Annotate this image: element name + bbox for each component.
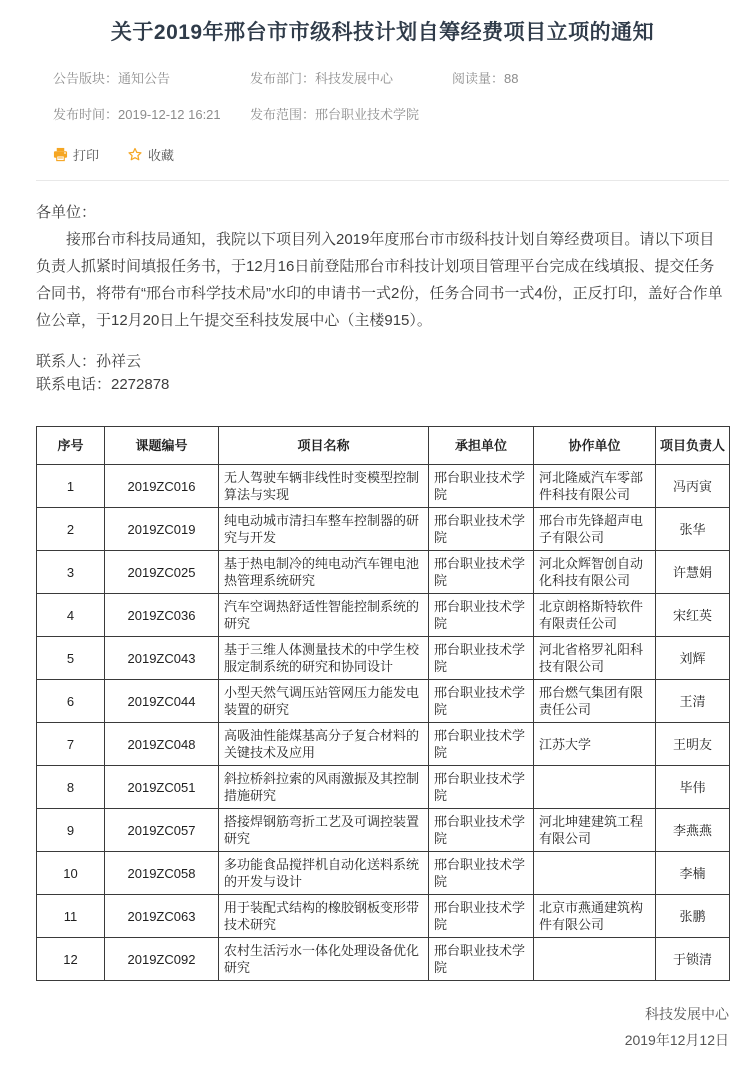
table-cell: 5 <box>37 637 105 680</box>
table-cell: 北京朗格斯特软件有限责任公司 <box>534 594 656 637</box>
table-cell: 农村生活污水一体化处理设备优化研究 <box>219 938 429 981</box>
meta-publish-department: 发布部门：科技发展中心 <box>250 71 394 86</box>
table-cell: 李燕燕 <box>656 809 730 852</box>
table-cell: 2019ZC092 <box>105 938 219 981</box>
table-cell: 邢台职业技术学院 <box>429 766 534 809</box>
star-icon <box>127 147 143 162</box>
column-header: 项目负责人 <box>656 427 730 465</box>
table-cell: 2019ZC044 <box>105 680 219 723</box>
table-cell: 李楠 <box>656 852 730 895</box>
table-row <box>37 508 730 551</box>
projects-table <box>36 426 730 981</box>
table-cell: 纯电动城市清扫车整车控制器的研究与开发 <box>219 508 429 551</box>
table-cell: 2019ZC043 <box>105 637 219 680</box>
table-cell: 2019ZC051 <box>105 766 219 809</box>
notice-body <box>36 199 729 334</box>
table-cell: 2019ZC058 <box>105 852 219 895</box>
table-cell: 于锁清 <box>656 938 730 981</box>
contact-info <box>36 350 729 396</box>
print-button[interactable] <box>53 145 99 164</box>
table-cell <box>534 852 656 895</box>
table-cell: 刘辉 <box>656 637 730 680</box>
table-cell: 北京市燕通建筑构件有限公司 <box>534 895 656 938</box>
column-header: 承担单位 <box>429 427 534 465</box>
table-cell: 无人驾驶车辆非线性时变模型控制算法与实现 <box>219 465 429 508</box>
table-cell: 4 <box>37 594 105 637</box>
table-cell: 邢台职业技术学院 <box>429 723 534 766</box>
action-bar <box>53 145 729 164</box>
table-row <box>37 852 730 895</box>
table-cell: 小型天然气调压站管网压力能发电装置的研究 <box>219 680 429 723</box>
table-row <box>37 723 730 766</box>
print-label: 打印 <box>73 148 100 163</box>
table-cell: 河北众辉智创自动化科技有限公司 <box>534 551 656 594</box>
column-header: 序号 <box>37 427 105 465</box>
table-cell: 许慧娟 <box>656 551 730 594</box>
table-row <box>37 465 730 508</box>
table-cell: 2019ZC048 <box>105 723 219 766</box>
table-cell: 2019ZC016 <box>105 465 219 508</box>
table-cell: 10 <box>37 852 105 895</box>
column-header: 课题编号 <box>105 427 219 465</box>
column-header: 项目名称 <box>219 427 429 465</box>
table-row <box>37 637 730 680</box>
table-row <box>37 895 730 938</box>
table-cell: 2019ZC057 <box>105 809 219 852</box>
table-cell: 张鹏 <box>656 895 730 938</box>
meta-read-count: 阅读量：88 <box>452 71 519 86</box>
table-row <box>37 766 730 809</box>
table-cell: 邢台职业技术学院 <box>429 809 534 852</box>
table-cell: 3 <box>37 551 105 594</box>
table-cell: 2 <box>37 508 105 551</box>
table-row <box>37 938 730 981</box>
table-row <box>37 594 730 637</box>
notice-footer <box>36 1001 729 1053</box>
column-header: 协作单位 <box>534 427 656 465</box>
table-row <box>37 551 730 594</box>
table-cell: 基于三维人体测量技术的中学生校服定制系统的研究和协同设计 <box>219 637 429 680</box>
table-body <box>37 465 730 981</box>
table-cell: 冯丙寅 <box>656 465 730 508</box>
table-cell: 6 <box>37 680 105 723</box>
footer-department: 科技发展中心 <box>645 1006 729 1022</box>
divider <box>36 180 729 181</box>
table-cell: 1 <box>37 465 105 508</box>
meta-publish-scope: 发布范围：邢台职业技术学院 <box>250 107 420 122</box>
table-cell: 7 <box>37 723 105 766</box>
table-cell: 王清 <box>656 680 730 723</box>
table-cell <box>534 766 656 809</box>
table-cell: 邢台市先锋超声电子有限公司 <box>534 508 656 551</box>
table-cell: 邢台职业技术学院 <box>429 895 534 938</box>
table-cell: 邢台燃气集团有限责任公司 <box>534 680 656 723</box>
printer-icon <box>53 147 68 162</box>
table-cell: 宋红英 <box>656 594 730 637</box>
table-cell: 搭接焊钢筋弯折工艺及可调控装置研究 <box>219 809 429 852</box>
footer-date: 2019年12月12日 <box>624 1032 729 1048</box>
table-cell: 基于热电制冷的纯电动汽车锂电池热管理系统研究 <box>219 551 429 594</box>
favorite-button[interactable] <box>127 145 174 164</box>
table-cell: 邢台职业技术学院 <box>429 594 534 637</box>
table-cell: 邢台职业技术学院 <box>429 551 534 594</box>
table-cell: 邢台职业技术学院 <box>429 508 534 551</box>
table-cell: 河北坤建建筑工程有限公司 <box>534 809 656 852</box>
table-cell: 邢台职业技术学院 <box>429 465 534 508</box>
table-cell: 邢台职业技术学院 <box>429 637 534 680</box>
table-cell: 邢台职业技术学院 <box>429 938 534 981</box>
table-cell <box>534 938 656 981</box>
table-cell: 汽车空调热舒适性智能控制系统的研究 <box>219 594 429 637</box>
table-cell: 高吸油性能煤基高分子复合材料的关键技术及应用 <box>219 723 429 766</box>
table-cell: 用于装配式结构的橡胶钢板变形带技术研究 <box>219 895 429 938</box>
table-cell: 11 <box>37 895 105 938</box>
table-cell: 河北隆威汽车零部件科技有限公司 <box>534 465 656 508</box>
table-header <box>37 427 730 465</box>
favorite-label: 收藏 <box>148 148 175 163</box>
meta-grid <box>53 68 729 123</box>
table-cell: 2019ZC063 <box>105 895 219 938</box>
table-cell: 邢台职业技术学院 <box>429 680 534 723</box>
table-cell: 8 <box>37 766 105 809</box>
notice-paragraph: 接邢台市科技局通知，我院以下项目列入2019年度邢台市市级科技计划自筹经费项目。请以下项目负责人抓紧时间填报任务书，于12月16日前登陆邢台市科技计划项目管理平台完成在线填报、提交任务合同书，将带有“邢台市科学技术局”水印的申请书一式2份，任务合同书一式4份，正反打印，盖好合作单位公章，于12月20日上午提交至科技发展中心（主楼915）。 <box>36 231 723 329</box>
contact-phone: 联系电话：2272878 <box>36 376 170 393</box>
page-title: 关于2019年邢台市市级科技计划自筹经费项目立项的通知 <box>110 21 655 44</box>
table-row <box>37 680 730 723</box>
table-cell: 多功能食品搅拌机自动化送料系统的开发与设计 <box>219 852 429 895</box>
table-row <box>37 809 730 852</box>
table-cell: 12 <box>37 938 105 981</box>
table-cell: 江苏大学 <box>534 723 656 766</box>
table-cell: 河北省格罗礼阳科技有限公司 <box>534 637 656 680</box>
meta-publish-time: 发布时间：2019-12-12 16:21 <box>53 107 221 122</box>
table-cell: 2019ZC036 <box>105 594 219 637</box>
table-cell: 邢台职业技术学院 <box>429 852 534 895</box>
table-cell: 毕伟 <box>656 766 730 809</box>
table-cell: 张华 <box>656 508 730 551</box>
table-cell: 9 <box>37 809 105 852</box>
table-cell: 2019ZC019 <box>105 508 219 551</box>
salutation: 各单位： <box>36 204 97 221</box>
contact-person: 联系人：孙祥云 <box>36 353 142 370</box>
table-cell: 王明友 <box>656 723 730 766</box>
table-cell: 斜拉桥斜拉索的风雨激振及其控制措施研究 <box>219 766 429 809</box>
meta-board: 公告版块：通知公告 <box>53 71 171 86</box>
table-cell: 2019ZC025 <box>105 551 219 594</box>
